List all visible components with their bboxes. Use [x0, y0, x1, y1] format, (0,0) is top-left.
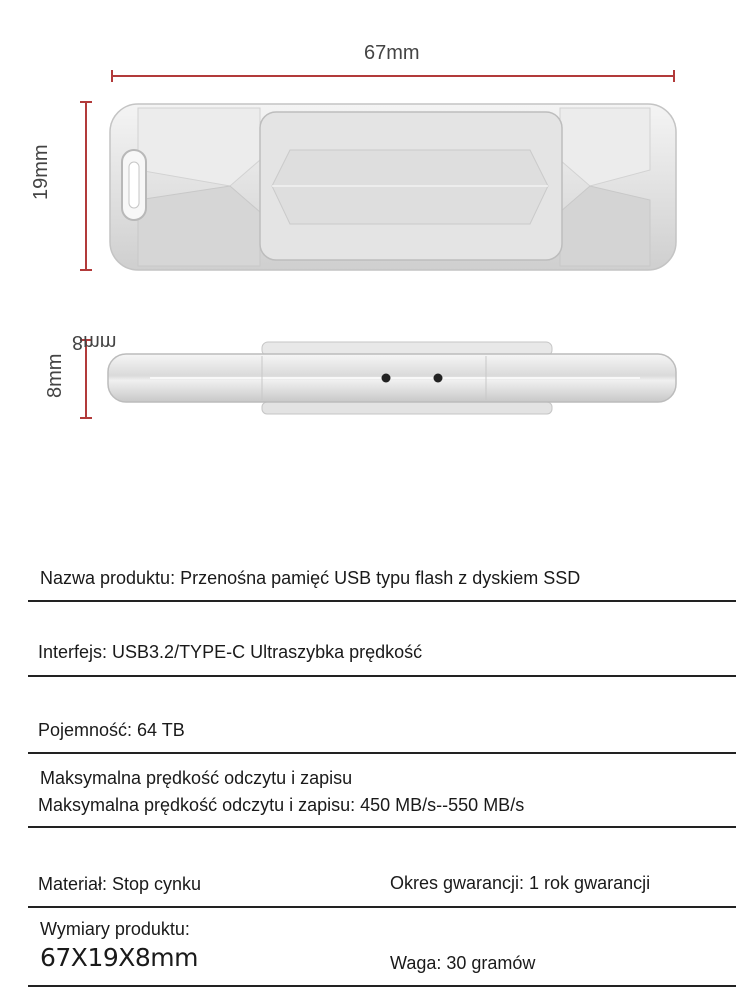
thickness-mirror-label: 8mm — [72, 331, 117, 353]
length-label: 67mm — [364, 42, 420, 64]
divider — [28, 600, 736, 602]
divider — [28, 752, 736, 754]
spec-speed-value: Maksymalna prędkość odczytu i zapisu: 450 MB/s--550 MB/s — [38, 795, 525, 815]
spec-warranty: Okres gwarancji: 1 rok gwarancji — [390, 873, 651, 893]
spec-size-value: 67X19X8mm — [40, 943, 198, 972]
divider — [28, 826, 736, 828]
divider — [28, 906, 736, 908]
spec-product-name: Nazwa produktu: Przenośna pamięć USB typu flash z dyskiem SSD — [40, 568, 581, 588]
divider — [28, 675, 736, 677]
spec-size-label: Wymiary produktu: — [40, 919, 190, 939]
thickness-label: 8mm — [44, 353, 66, 398]
width-dimension-line — [80, 102, 92, 270]
drive-side-view — [108, 342, 676, 414]
spec-speed-heading: Maksymalna prędkość odczytu i zapisu — [40, 768, 353, 788]
spec-weight: Waga: 30 gramów — [390, 953, 536, 973]
spec-interface: Interfejs: USB3.2/TYPE-C Ultraszybka prędkość — [38, 642, 423, 662]
spec-material: Materiał: Stop cynku — [38, 874, 202, 894]
length-dimension-line — [112, 70, 674, 82]
drive-top-view — [110, 104, 676, 270]
width-label: 19mm — [30, 144, 52, 200]
spec-capacity: Pojemność: 64 TB — [38, 720, 185, 740]
divider — [28, 985, 736, 987]
